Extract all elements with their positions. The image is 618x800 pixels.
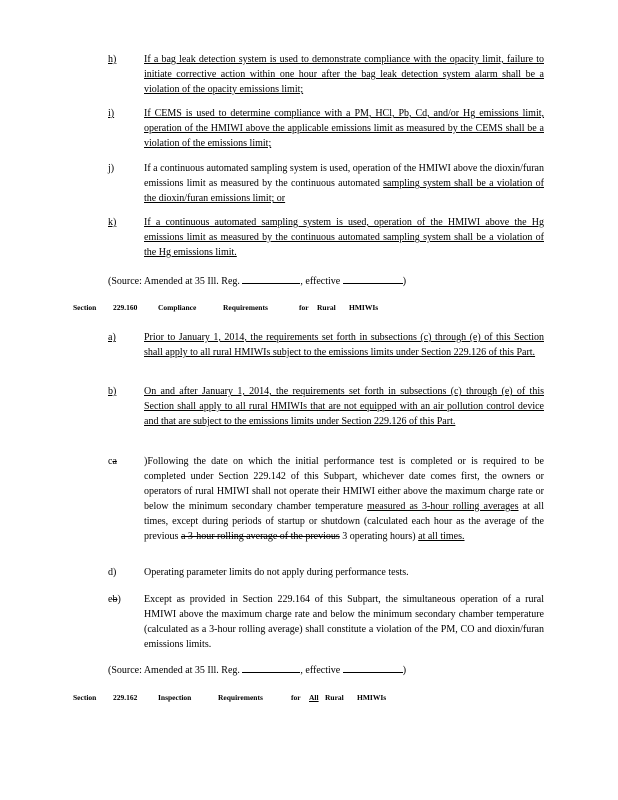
section-title-word: Inspection — [158, 693, 192, 702]
text-plain: at all times, except during periods of startup or shutdown (calculated each hour as the average of the previous — [144, 501, 544, 542]
paragraph-text-plain: If a continuous automated sampling system is used, operation of the HMIWI above the dioxin/furan emissions limit as measured by the continuous automated — [144, 163, 544, 189]
section-number: 229.160 — [113, 303, 138, 312]
label-deleted: b — [112, 594, 118, 605]
section-title-word: Rural — [325, 693, 344, 702]
source-effective-blank — [343, 273, 403, 284]
paragraph-label: b) — [108, 386, 117, 397]
paragraph-text: If a continuous automated sampling system is used, operation of the HMIWI above the Hg emissions limit as measured by the continuous automated sampling system shall be a violation of the Hg emissions limit. — [144, 217, 544, 258]
label-new: e — [108, 594, 113, 605]
section-number: 229.162 — [113, 693, 138, 702]
paragraph-text: On and after January 1, 2014, the requirements set forth in subsections (c) through (e) of this Section shall apply to all rural HMIWIs that are not equipped with an air pollution control device and that are subject to the emissions limits under Section 229.126 of this Part. — [144, 386, 544, 427]
source-note-2 — [108, 662, 406, 678]
section-title-word: for — [291, 693, 301, 702]
paragraph-text — [144, 161, 544, 206]
text-deleted: a 3-hour rolling average of the previous — [180, 531, 340, 542]
label-close: ) — [117, 594, 121, 605]
paragraph-label: j) — [108, 163, 115, 174]
paragraph-text: If CEMS is used to determine compliance with a PM, HCl, Pb, Cd, and/or Hg emissions limit, operation of the HMIWI above the applicable emissions limit as measured by the CEMS shall be a violation of the emissions limit; — [144, 108, 544, 149]
paragraph-label: a) — [108, 332, 116, 343]
section-title-word: All — [309, 693, 319, 702]
paragraph-text: Except as provided in Section 229.164 of this Subpart, the simultaneous operation of a rural HMIWI above the maximum charge rate and below the minimum secondary chamber temperature (calculated as a 3-hour rolling average) shall constitute a violation of the PM, CO and dioxin/furan emissions limits. — [144, 594, 544, 650]
text-underlined: at all times. — [418, 531, 465, 542]
section-title-word: for — [299, 303, 309, 312]
paragraph-text-underlined: sampling system shall be a violation of the dioxin/furan emissions limit; or — [144, 178, 544, 204]
source-middle: , effective — [300, 665, 341, 676]
section-word: Section — [73, 303, 97, 312]
source-middle: , effective — [300, 276, 341, 287]
paragraph-label: k) — [108, 217, 117, 228]
source-effective-blank — [343, 662, 403, 673]
section-title-word: Requirements — [218, 693, 263, 702]
source-prefix: (Source: Amended at 35 Ill. Reg. — [108, 665, 240, 676]
paragraph-label: d) — [108, 567, 117, 578]
paragraph-label: h) — [108, 54, 117, 65]
section-title-word: Rural — [317, 303, 336, 312]
paragraph-text: If a bag leak detection system is used to demonstrate compliance with the opacity limit, failure to initiate corrective action within one hour after the bag leak detection system alarm shall be a violation of the opacity emissions limit; — [144, 54, 544, 95]
source-prefix: (Source: Amended at 35 Ill. Reg. — [108, 276, 240, 287]
paragraph-label: i) — [108, 108, 115, 119]
section-word: Section — [73, 693, 97, 702]
paragraph-text: Operating parameter limits do not apply during performance tests. — [144, 567, 409, 578]
paragraph-label — [108, 592, 142, 607]
source-suffix: ) — [402, 276, 407, 287]
section-title-word: Requirements — [223, 303, 268, 312]
section-title-word: HMIWIs — [357, 693, 387, 702]
label-new: c — [108, 456, 113, 467]
text-plain: 3 operating hours) — [339, 531, 419, 542]
source-note-1 — [108, 273, 406, 289]
paragraph-text — [144, 454, 544, 544]
source-reg-blank — [242, 273, 300, 284]
paragraph-text: Prior to January 1, 2014, the requirements set forth in subsections (c) through (e) of this Section shall apply to all rural HMIWIs subject to the emissions limits under Section 229.126 of this Part. — [144, 332, 544, 358]
section-title-word: HMIWIs — [349, 303, 379, 312]
source-suffix: ) — [402, 665, 407, 676]
label-deleted: a — [112, 456, 117, 467]
text-plain: )Following the date on which the initial performance test is completed or is required to be completed under Section 229.142 of this Subpart, whichever date comes first, the owners or operators of rural HMIWI shall not operate their HMIWI either above the maximum charge rate or below the minimum secondary chamber temperature — [144, 456, 544, 512]
section-title-word: Compliance — [158, 303, 197, 312]
text-underlined: measured as 3-hour rolling averages — [367, 501, 519, 512]
paragraph-label — [108, 454, 142, 469]
source-reg-blank — [242, 662, 300, 673]
